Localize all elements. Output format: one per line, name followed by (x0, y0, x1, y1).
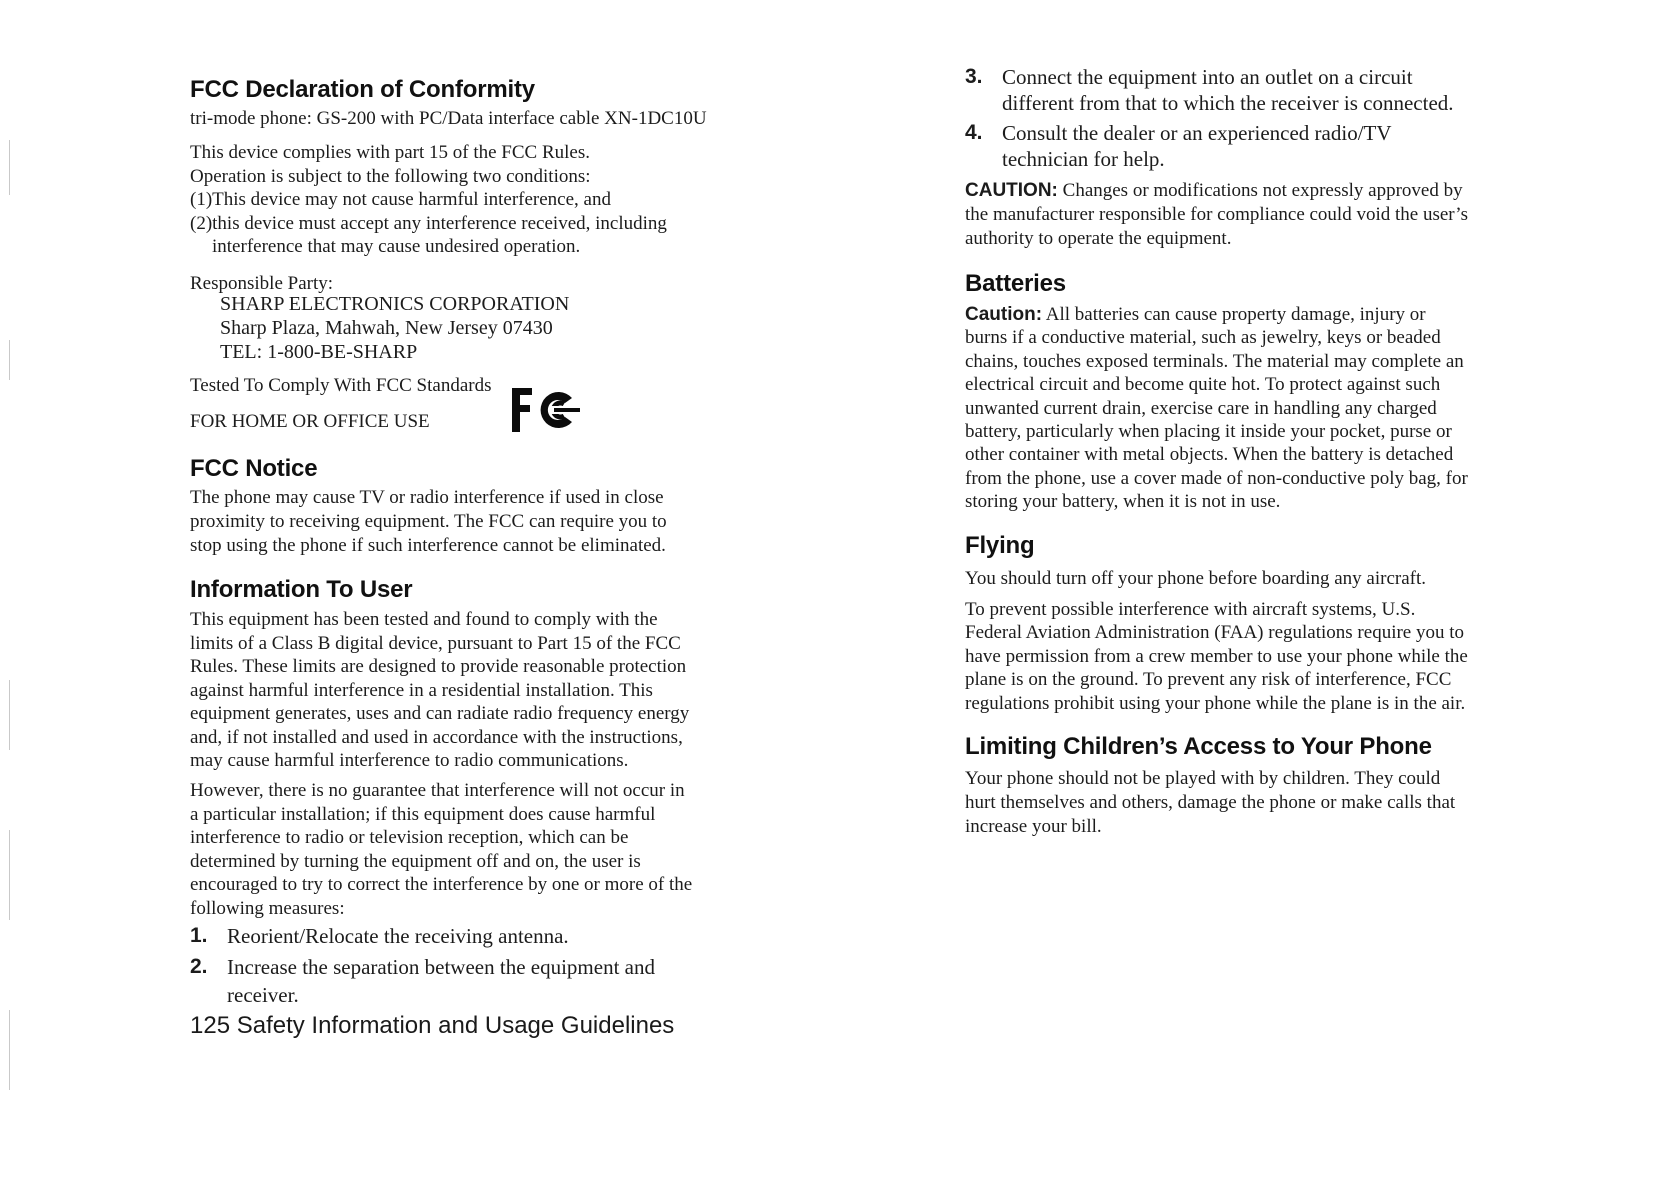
batteries-line: unwanted current drain, exercise care in handling any charged (965, 397, 1437, 419)
batteries-line: storing your battery, when it is not in use. (965, 491, 1281, 513)
condition-line: This device complies with part 15 of the FCC Rules. (190, 142, 591, 163)
info-line: encouraged to try to correct the interference by one or more of the (190, 874, 693, 895)
caution-line: authority to operate the equipment. (965, 228, 1232, 249)
model-line-text: tri-mode phone: GS-200 with PC/Data interface cable XN-1DC10U (190, 108, 707, 129)
info-line: a particular installation; if this equipment does cause harmful (190, 803, 656, 825)
tested-line (190, 373, 491, 398)
responsible-label: Responsible Party: (190, 273, 334, 294)
responsible-line: SHARP ELECTRONICS CORPORATION (220, 293, 570, 315)
batteries-line (965, 303, 1468, 326)
list-number: 4. (965, 121, 983, 144)
info-line: following measures: (190, 897, 345, 919)
scan-mark (9, 1010, 10, 1090)
list-item-line: Increase the separation between the equipment and (227, 955, 655, 979)
info-line: may cause harmful interference to radio communications. (190, 750, 629, 771)
use-line (190, 409, 430, 434)
batteries-line: chains, touches exposed terminals. The material may complete an (965, 350, 1464, 372)
info-line: against harmful interference in a residential installation. This (190, 679, 653, 701)
list-item (190, 922, 655, 950)
children-line: Your phone should not be played with by children. They could (965, 768, 1441, 789)
info-line: interference to radio or television reception, which can be (190, 827, 629, 848)
fcc-logo-icon (510, 385, 582, 435)
caution-line (965, 179, 1468, 203)
measures-list-left (190, 922, 655, 1009)
list-item-line: different from that to which the receiver is connected. (1002, 91, 1454, 115)
fcc-notice-body (190, 486, 667, 558)
use-text: FOR HOME OR OFFICE USE (190, 411, 430, 432)
info-line: equipment generates, uses and can radiate radio frequency energy (190, 703, 690, 724)
batteries-heading: Batteries (965, 270, 1066, 297)
page-footer: 125 Safety Information and Usage Guidelines (190, 1012, 675, 1039)
caution-line: the manufacturer responsible for compliance could void the user’s (965, 204, 1468, 225)
model-line (190, 106, 707, 131)
fcc-conditions (190, 141, 667, 259)
info-line: Rules. These limits are designed to provide reasonable protection (190, 656, 687, 677)
batteries-line: electrical circuit and become quite hot. To protect against such (965, 374, 1441, 396)
list-item-line: Consult the dealer or an experienced radio/TV (1002, 121, 1392, 145)
scan-mark (9, 680, 10, 750)
measures-list-right (965, 64, 1454, 172)
condition-line: interference that may cause undesired operation. (212, 236, 581, 257)
list-number: 1. (190, 924, 208, 947)
list-item-line: technician for help. (1002, 147, 1165, 171)
caution-text: Changes or modifications not expressly approved by (1062, 180, 1463, 201)
info-line: However, there is no guarantee that interference will not occur in (190, 780, 685, 801)
batteries-line: from the phone, use a cover made of non-conductive poly bag, for (965, 467, 1468, 489)
info-line: and, if not installed and used in accordance with the instructions, (190, 726, 683, 748)
responsible-line: TEL: 1-800-BE-SHARP (220, 341, 418, 363)
info-line: This equipment has been tested and found to comply with the (190, 609, 658, 630)
scan-mark (9, 340, 10, 380)
caution-paragraph (965, 179, 1468, 251)
children-line: hurt themselves and others, damage the phone or make calls that (965, 792, 1456, 813)
condition-line: (2)this device must accept any interference received, including (190, 212, 667, 234)
flying-paragraph-1 (965, 566, 1426, 591)
flying-line: plane is on the ground. To prevent any risk of interference, FCC (965, 669, 1452, 691)
batteries-paragraph (965, 303, 1468, 514)
condition-line: (1)This device may not cause harmful interference, and (190, 189, 611, 210)
condition-line: Operation is subject to the following two conditions: (190, 165, 591, 187)
list-item-line: Reorient/Relocate the receiving antenna. (227, 924, 569, 948)
batteries-caution-label: Caution: (965, 304, 1043, 325)
responsible-address (190, 292, 569, 364)
info-line: determined by turning the equipment off and on, the user is (190, 850, 641, 872)
fcc-notice-line: proximity to receiving equipment. The FCC can require you to (190, 511, 667, 532)
info-paragraph-1 (190, 608, 689, 773)
fcc-notice-heading: FCC Notice (190, 455, 318, 482)
batteries-text: All batteries can cause property damage, injury or (1045, 304, 1426, 325)
list-number: 2. (190, 955, 208, 978)
fcc-notice-line: stop using the phone if such interference cannot be eliminated. (190, 535, 666, 556)
batteries-line: other container with metal objects. When the battery is detached (965, 444, 1454, 466)
flying-heading: Flying (965, 532, 1035, 559)
flying-line: You should turn off your phone before boarding any aircraft. (965, 568, 1427, 589)
list-item (190, 953, 655, 1009)
info-paragraph-2 (190, 779, 692, 920)
tested-text: Tested To Comply With FCC Standards (190, 375, 492, 396)
fcc-notice-line: The phone may cause TV or radio interference if used in close (190, 487, 664, 508)
batteries-line: burns if a conductive material, such as jewelry, keys or beaded (965, 327, 1441, 349)
flying-line: Federal Aviation Administration (FAA) regulations require you to (965, 622, 1465, 644)
caution-label: CAUTION: (965, 180, 1058, 201)
info-to-user-heading: Information To User (190, 576, 413, 603)
list-item (965, 120, 1454, 172)
children-heading: Limiting Children’s Access to Your Phone (965, 733, 1432, 760)
info-line: limits of a Class B digital device, pursuant to Part 15 of the FCC (190, 632, 681, 654)
list-number: 3. (965, 65, 983, 88)
list-item-line: Connect the equipment into an outlet on a circuit (1002, 65, 1413, 89)
flying-paragraph-2 (965, 598, 1468, 715)
scan-mark (9, 830, 10, 920)
children-paragraph (965, 767, 1455, 839)
list-item (965, 64, 1454, 116)
flying-line: have permission from a crew member to use your phone while the (965, 645, 1468, 667)
batteries-line: battery, particularly when placing it inside your pocket, purse or (965, 421, 1452, 443)
fcc-declaration-heading: FCC Declaration of Conformity (190, 76, 535, 103)
scan-mark (9, 140, 10, 195)
responsible-line: Sharp Plaza, Mahwah, New Jersey 07430 (220, 317, 553, 339)
flying-line: To prevent possible interference with aircraft systems, U.S. (965, 599, 1416, 620)
flying-line: regulations prohibit using your phone while the plane is in the air. (965, 692, 1466, 714)
children-line: increase your bill. (965, 816, 1102, 837)
list-item-line: receiver. (227, 983, 299, 1007)
